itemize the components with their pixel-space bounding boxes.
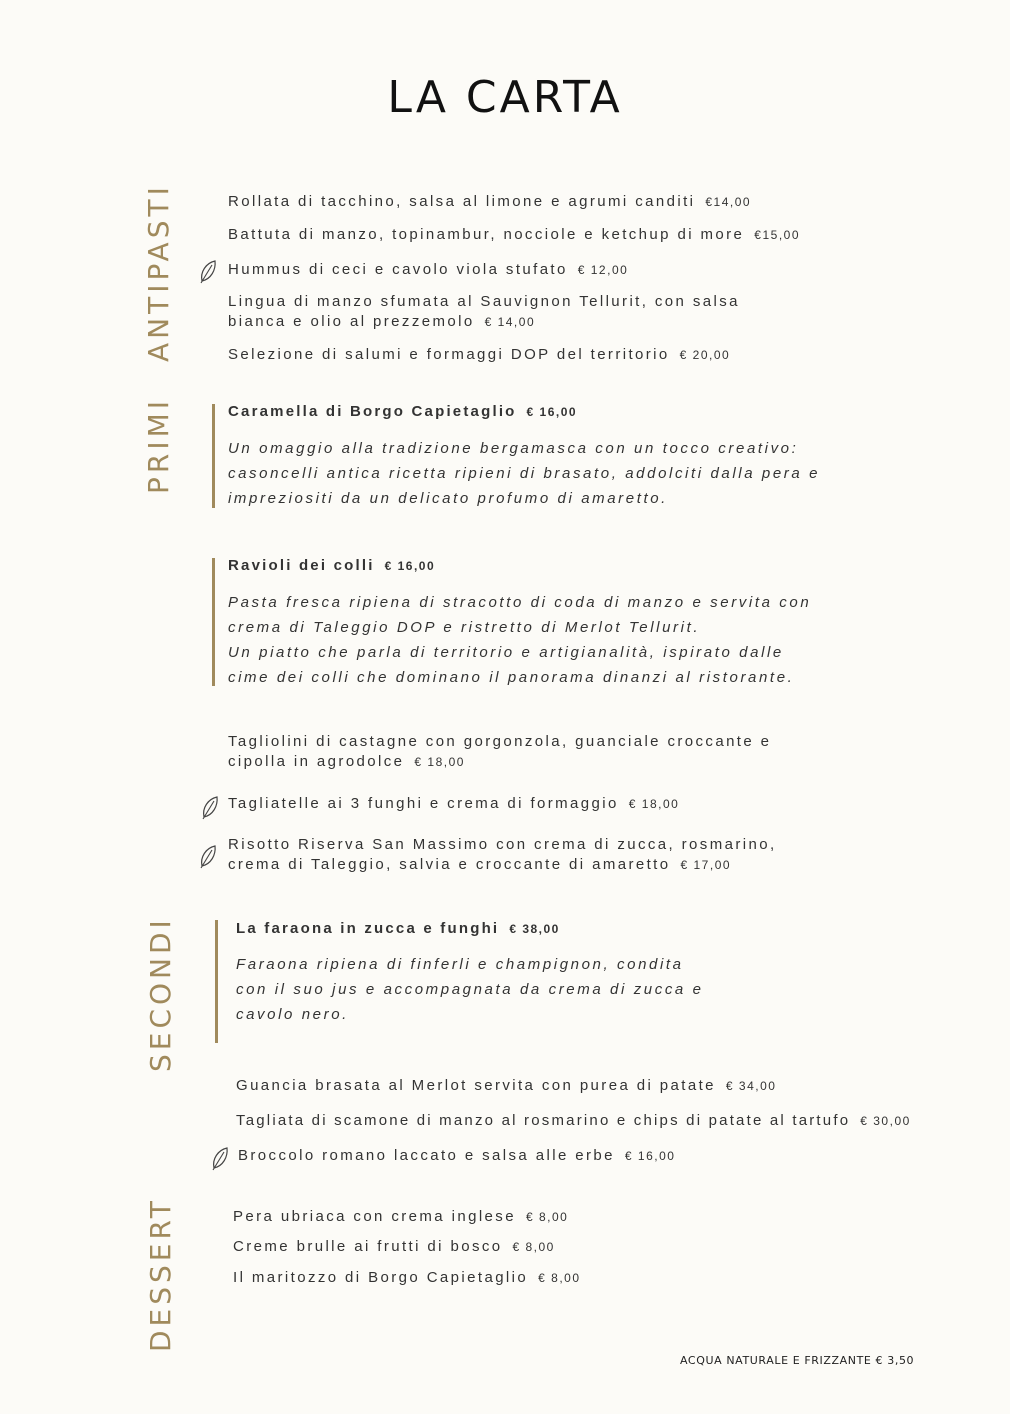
dish-name-line2: crema di Taleggio, salvia e croccante di amaretto [228, 856, 671, 873]
section-label-primi: PRIMI [142, 396, 175, 494]
dish-name: Tagliata di scamone di manzo al rosmarino e chips di patate al tartufo [236, 1112, 851, 1129]
dish-name: Creme brulle ai frutti di bosco [233, 1238, 503, 1255]
dish-name: Guancia brasata al Merlot servita con purea di patate [236, 1077, 716, 1094]
dish-price: € 38,00 [509, 922, 560, 936]
description-line: crema di Taleggio DOP e ristretto di Merlot Tellurit. [228, 619, 701, 636]
menu-item [228, 835, 777, 875]
menu-item [238, 1146, 675, 1166]
dish-name: Caramella di Borgo Capietaglio [228, 403, 517, 420]
menu-item [228, 225, 800, 245]
dish-name-line1: Risotto Riserva San Massimo con crema di zucca, rosmarino, [228, 836, 777, 853]
dish-name: Hummus di ceci e cavolo viola stufato [228, 261, 568, 278]
dish-price: €14,00 [705, 195, 752, 209]
dish-price: € 16,00 [384, 559, 436, 573]
featured-dish-title [228, 403, 577, 420]
menu-item [228, 192, 751, 212]
feature-bar [215, 920, 218, 1043]
menu-title: LA CARTA [387, 72, 623, 123]
menu-item [236, 1111, 911, 1131]
dish-price: € 17,00 [680, 858, 732, 872]
dish-price: € 8,00 [512, 1240, 555, 1254]
description-line: Pasta fresca ripiena di stracotto di coda di manzo e servita con [228, 594, 812, 611]
dish-name: Il maritozzo di Borgo Capietaglio [233, 1269, 529, 1286]
dish-price: €15,00 [754, 228, 800, 242]
dish-price: € 12,00 [577, 263, 629, 277]
dish-name: Rollata di tacchino, salsa al limone e agrumi canditi [228, 193, 696, 210]
menu-item [228, 732, 771, 772]
description-line: Un piatto che parla di territorio e artigianalità, ispirato dalle [228, 644, 784, 661]
dish-price: € 18,00 [628, 797, 680, 811]
dish-name: Tagliatelle ai 3 funghi e crema di formaggio [228, 795, 619, 812]
section-label-antipasti: ANTIPASTI [142, 183, 175, 362]
description-line: cime dei colli che dominano il panorama dinanzi al ristorante. [228, 669, 795, 686]
dish-name: Ravioli dei colli [228, 557, 375, 574]
leaf-icon [200, 794, 220, 820]
featured-dish-title [236, 920, 560, 937]
dish-price: € 34,00 [725, 1079, 777, 1093]
dish-name-line1: Lingua di manzo sfumata al Sauvignon Tellurit, con salsa [228, 293, 740, 310]
featured-dish-description [228, 590, 811, 690]
featured-dish-description [228, 436, 820, 511]
menu-item [228, 345, 730, 365]
dish-price: € 8,00 [525, 1210, 569, 1224]
feature-bar [212, 404, 215, 508]
dish-name-line2: bianca e olio al prezzemolo [228, 313, 475, 330]
menu-item [228, 292, 740, 332]
description-line: Un omaggio alla tradizione bergamasca con un tocco creativo: [228, 440, 799, 457]
section-label-dessert: DESSERT [144, 1196, 177, 1352]
description-line: cavolo nero. [236, 1006, 349, 1023]
dish-price: € 16,00 [526, 405, 578, 419]
description-line: impreziositi da un delicato profumo di amaretto. [228, 490, 668, 507]
dish-price: € 18,00 [414, 755, 465, 769]
dish-name: Broccolo romano laccato e salsa alle erbe [238, 1147, 615, 1164]
dish-price: € 16,00 [624, 1149, 676, 1163]
menu-item [228, 794, 679, 814]
dish-name-line2: cipolla in agrodolce [228, 753, 405, 770]
dish-price: € 30,00 [860, 1114, 911, 1128]
description-line: casoncelli antica ricetta ripieni di brasato, addolciti dalla pera e [228, 465, 821, 482]
section-label-secondi: SECONDI [144, 916, 177, 1072]
dish-name-line1: Tagliolini di castagne con gorgonzola, guanciale croccante e [228, 733, 772, 750]
description-line: Faraona ripiena di finferli e champignon, condita [236, 956, 684, 973]
dish-name: Pera ubriaca con crema inglese [233, 1208, 516, 1225]
menu-item [236, 1076, 776, 1096]
feature-bar [212, 558, 215, 686]
menu-item [233, 1237, 555, 1257]
water-price-note: ACQUA NATURALE E FRIZZANTE € 3,50 [680, 1354, 915, 1367]
dish-name: Selezione di salumi e formaggi DOP del territorio [228, 346, 670, 363]
leaf-icon [210, 1145, 230, 1171]
dish-name: Battuta di manzo, topinambur, nocciole e ketchup di more [228, 226, 745, 243]
featured-dish-description [236, 952, 704, 1027]
dish-price: € 14,00 [484, 315, 536, 329]
leaf-icon [198, 843, 218, 869]
description-line: con il suo jus e accompagnata da crema di zucca e [236, 981, 704, 998]
leaf-icon [198, 258, 218, 284]
menu-item [228, 260, 628, 280]
dish-price: € 20,00 [679, 348, 731, 362]
menu-item [233, 1268, 581, 1288]
menu-item [233, 1207, 568, 1227]
dish-price: € 8,00 [538, 1271, 581, 1285]
featured-dish-title [228, 557, 435, 574]
dish-name: La faraona in zucca e funghi [236, 920, 500, 937]
